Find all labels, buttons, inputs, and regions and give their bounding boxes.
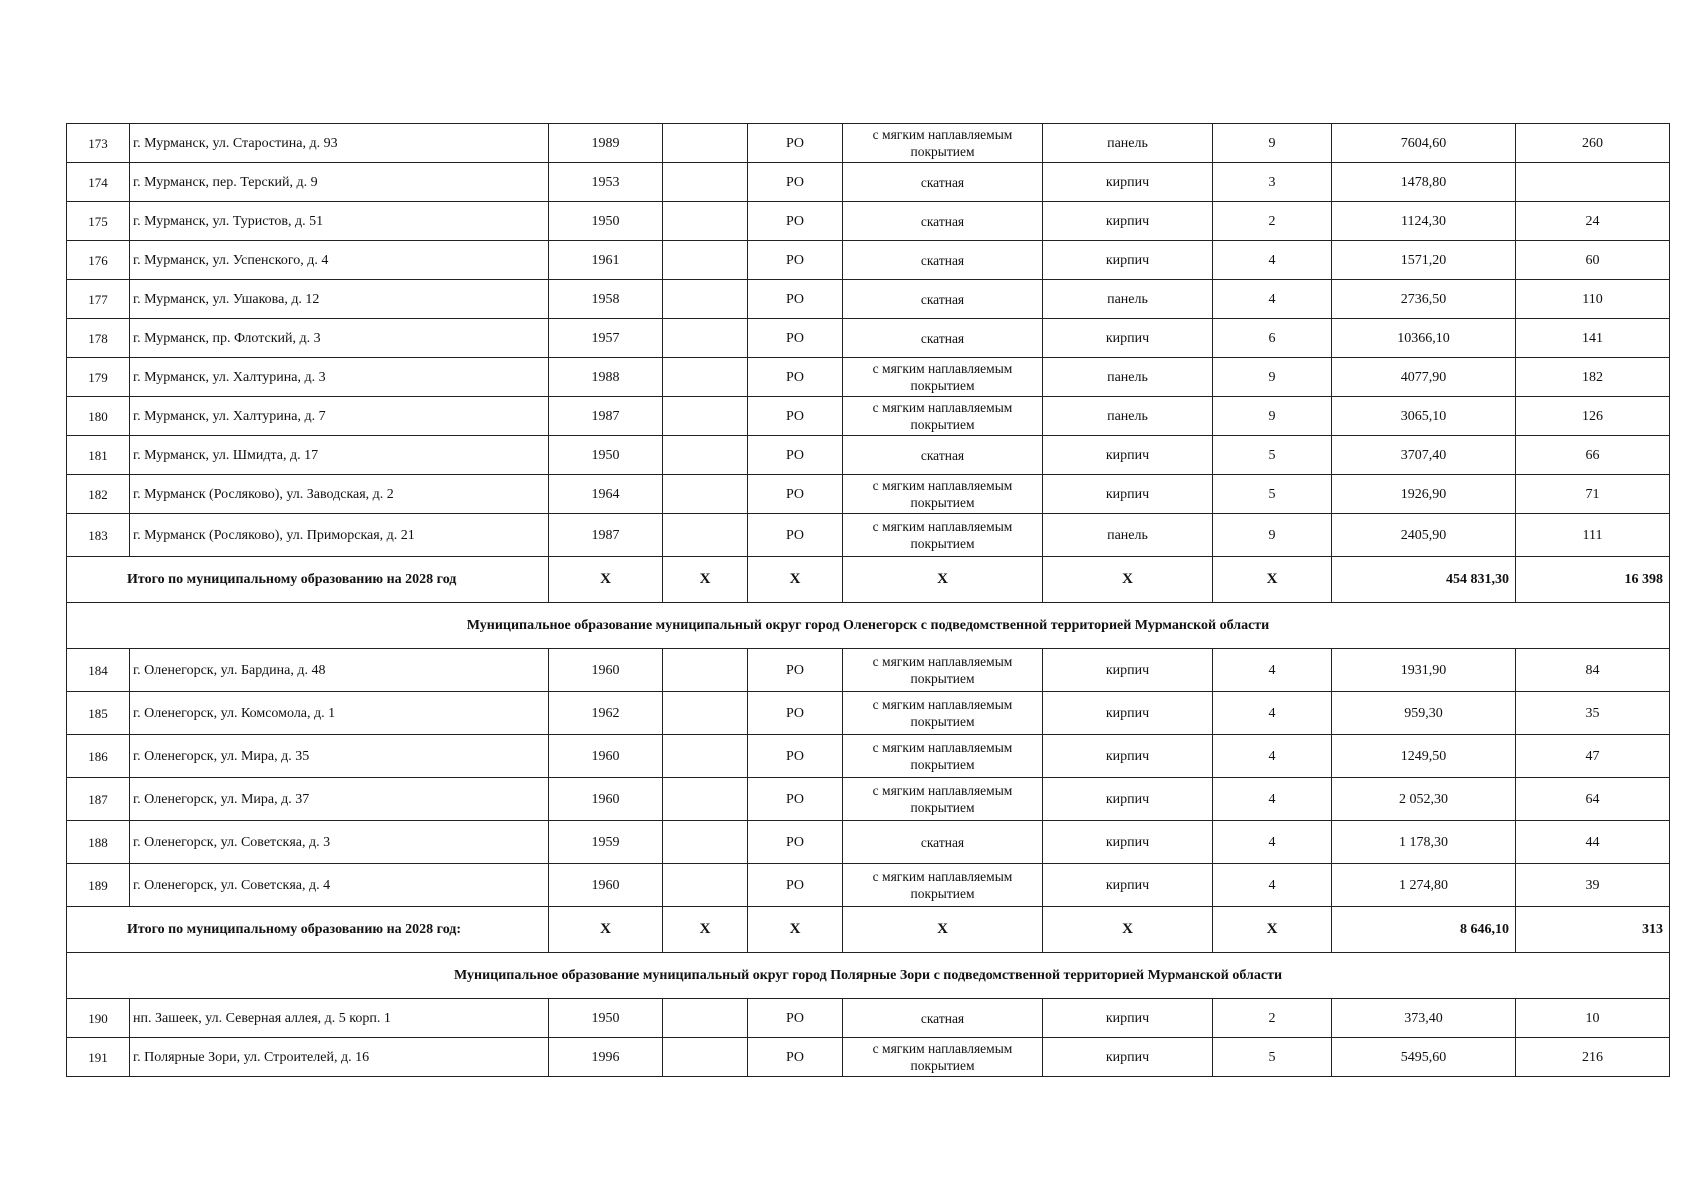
cell-address: г. Мурманск (Росляково), ул. Заводская, д. 2 <box>130 475 549 514</box>
cell-floors: 9 <box>1213 514 1332 557</box>
cell-roof: скатная <box>843 202 1043 241</box>
cell-wall: кирпич <box>1043 821 1213 864</box>
cell-n: 173 <box>67 124 130 163</box>
cell-area: 7604,60 <box>1332 124 1516 163</box>
cell-roof: с мягким наплавляемым покрытием <box>843 358 1043 397</box>
table-row <box>67 241 1670 280</box>
cell-address: нп. Зашеек, ул. Северная аллея, д. 5 корп. 1 <box>130 999 549 1038</box>
cell-year: 1950 <box>549 436 663 475</box>
total-x-mark: X <box>549 907 663 953</box>
cell-wall: панель <box>1043 397 1213 436</box>
cell-area: 373,40 <box>1332 999 1516 1038</box>
cell-address: г. Мурманск (Росляково), ул. Приморская, д. 21 <box>130 514 549 557</box>
cell-residents: 141 <box>1516 319 1670 358</box>
cell-address: г. Мурманск, ул. Ушакова, д. 12 <box>130 280 549 319</box>
cell-wall: панель <box>1043 124 1213 163</box>
cell-method: РО <box>748 163 843 202</box>
cell-area: 10366,10 <box>1332 319 1516 358</box>
cell-floors: 4 <box>1213 241 1332 280</box>
total-x-mark: X <box>843 557 1043 603</box>
cell-n: 190 <box>67 999 130 1038</box>
cell-area: 4077,90 <box>1332 358 1516 397</box>
cell-wall: кирпич <box>1043 1038 1213 1077</box>
cell-residents: 260 <box>1516 124 1670 163</box>
total-x-mark: X <box>663 907 748 953</box>
cell-residents: 66 <box>1516 436 1670 475</box>
total-x-mark: X <box>1043 557 1213 603</box>
cell-roof: с мягким наплавляемым покрытием <box>843 692 1043 735</box>
cell-floors: 2 <box>1213 202 1332 241</box>
cell-roof: скатная <box>843 436 1043 475</box>
table-row <box>67 397 1670 436</box>
cell-roof: с мягким наплавляемым покрытием <box>843 735 1043 778</box>
cell-roof: скатная <box>843 163 1043 202</box>
cell-year: 1989 <box>549 124 663 163</box>
cell-floors: 9 <box>1213 124 1332 163</box>
cell-col4 <box>663 514 748 557</box>
cell-col4 <box>663 1038 748 1077</box>
table-row <box>67 778 1670 821</box>
cell-n: 179 <box>67 358 130 397</box>
cell-residents: 84 <box>1516 649 1670 692</box>
cell-year: 1987 <box>549 397 663 436</box>
cell-roof: с мягким наплавляемым покрытием <box>843 864 1043 907</box>
cell-residents: 111 <box>1516 514 1670 557</box>
total-row <box>67 557 1670 603</box>
cell-residents: 39 <box>1516 864 1670 907</box>
cell-wall: кирпич <box>1043 319 1213 358</box>
cell-year: 1962 <box>549 692 663 735</box>
section-title: Муниципальное образование муниципальный округ город Полярные Зори с подведомственной территорией Мурманской области <box>67 953 1670 999</box>
table-row <box>67 649 1670 692</box>
table-row <box>67 735 1670 778</box>
table-row <box>67 692 1670 735</box>
cell-year: 1988 <box>549 358 663 397</box>
cell-address: г. Мурманск, ул. Старостина, д. 93 <box>130 124 549 163</box>
cell-floors: 4 <box>1213 735 1332 778</box>
cell-year: 1961 <box>549 241 663 280</box>
cell-wall: панель <box>1043 514 1213 557</box>
cell-n: 191 <box>67 1038 130 1077</box>
cell-roof: с мягким наплавляемым покрытием <box>843 124 1043 163</box>
cell-roof: скатная <box>843 319 1043 358</box>
total-residents: 313 <box>1516 907 1670 953</box>
cell-residents: 10 <box>1516 999 1670 1038</box>
cell-method: РО <box>748 778 843 821</box>
cell-n: 176 <box>67 241 130 280</box>
housing-table <box>66 123 1670 1077</box>
cell-year: 1960 <box>549 778 663 821</box>
cell-floors: 9 <box>1213 358 1332 397</box>
cell-year: 1996 <box>549 1038 663 1077</box>
cell-floors: 4 <box>1213 821 1332 864</box>
cell-year: 1953 <box>549 163 663 202</box>
cell-area: 1 178,30 <box>1332 821 1516 864</box>
cell-floors: 6 <box>1213 319 1332 358</box>
cell-roof: скатная <box>843 821 1043 864</box>
cell-area: 2736,50 <box>1332 280 1516 319</box>
cell-wall: кирпич <box>1043 999 1213 1038</box>
section-header-row <box>67 953 1670 999</box>
cell-year: 1957 <box>549 319 663 358</box>
cell-wall: кирпич <box>1043 735 1213 778</box>
total-x-mark: X <box>1213 557 1332 603</box>
cell-n: 175 <box>67 202 130 241</box>
cell-method: РО <box>748 735 843 778</box>
cell-n: 185 <box>67 692 130 735</box>
cell-col4 <box>663 358 748 397</box>
cell-col4 <box>663 319 748 358</box>
cell-address: г. Мурманск, ул. Халтурина, д. 3 <box>130 358 549 397</box>
cell-method: РО <box>748 397 843 436</box>
total-x-mark: X <box>1043 907 1213 953</box>
cell-year: 1960 <box>549 864 663 907</box>
cell-address: г. Мурманск, пер. Терский, д. 9 <box>130 163 549 202</box>
cell-wall: кирпич <box>1043 436 1213 475</box>
table-row <box>67 358 1670 397</box>
cell-floors: 3 <box>1213 163 1332 202</box>
cell-col4 <box>663 735 748 778</box>
cell-roof: с мягким наплавляемым покрытием <box>843 778 1043 821</box>
cell-floors: 5 <box>1213 1038 1332 1077</box>
cell-residents: 71 <box>1516 475 1670 514</box>
cell-floors: 2 <box>1213 999 1332 1038</box>
cell-year: 1987 <box>549 514 663 557</box>
cell-roof: скатная <box>843 280 1043 319</box>
cell-col4 <box>663 778 748 821</box>
cell-roof: с мягким наплавляемым покрытием <box>843 1038 1043 1077</box>
cell-residents: 35 <box>1516 692 1670 735</box>
cell-floors: 4 <box>1213 280 1332 319</box>
cell-method: РО <box>748 514 843 557</box>
cell-area: 1249,50 <box>1332 735 1516 778</box>
cell-area: 1571,20 <box>1332 241 1516 280</box>
cell-floors: 5 <box>1213 475 1332 514</box>
table-row <box>67 202 1670 241</box>
cell-year: 1964 <box>549 475 663 514</box>
total-row <box>67 907 1670 953</box>
cell-floors: 5 <box>1213 436 1332 475</box>
cell-col4 <box>663 649 748 692</box>
cell-residents: 110 <box>1516 280 1670 319</box>
cell-method: РО <box>748 202 843 241</box>
table-row <box>67 163 1670 202</box>
cell-wall: кирпич <box>1043 649 1213 692</box>
total-label: Итого по муниципальному образованию на 2028 год <box>67 557 549 603</box>
cell-method: РО <box>748 821 843 864</box>
cell-wall: кирпич <box>1043 864 1213 907</box>
cell-roof: скатная <box>843 999 1043 1038</box>
cell-year: 1950 <box>549 999 663 1038</box>
cell-n: 178 <box>67 319 130 358</box>
cell-area: 2 052,30 <box>1332 778 1516 821</box>
cell-n: 188 <box>67 821 130 864</box>
cell-col4 <box>663 864 748 907</box>
table-row <box>67 124 1670 163</box>
total-x-mark: X <box>1213 907 1332 953</box>
cell-method: РО <box>748 124 843 163</box>
cell-n: 181 <box>67 436 130 475</box>
cell-residents: 216 <box>1516 1038 1670 1077</box>
cell-area: 1124,30 <box>1332 202 1516 241</box>
cell-roof: с мягким наплавляемым покрытием <box>843 397 1043 436</box>
total-area: 8 646,10 <box>1332 907 1516 953</box>
cell-method: РО <box>748 241 843 280</box>
cell-residents: 47 <box>1516 735 1670 778</box>
table-row <box>67 436 1670 475</box>
total-x-mark: X <box>748 557 843 603</box>
table-row <box>67 864 1670 907</box>
cell-address: г. Мурманск, ул. Шмидта, д. 17 <box>130 436 549 475</box>
cell-method: РО <box>748 999 843 1038</box>
cell-roof: скатная <box>843 241 1043 280</box>
cell-residents: 44 <box>1516 821 1670 864</box>
cell-roof: с мягким наплавляемым покрытием <box>843 649 1043 692</box>
cell-col4 <box>663 475 748 514</box>
cell-wall: панель <box>1043 280 1213 319</box>
cell-address: г. Мурманск, пр. Флотский, д. 3 <box>130 319 549 358</box>
cell-address: г. Оленегорск, ул. Мира, д. 37 <box>130 778 549 821</box>
cell-area: 1926,90 <box>1332 475 1516 514</box>
cell-col4 <box>663 241 748 280</box>
cell-method: РО <box>748 436 843 475</box>
cell-n: 174 <box>67 163 130 202</box>
section-title: Муниципальное образование муниципальный округ город Оленегорск с подведомственной территорией Мурманской области <box>67 603 1670 649</box>
cell-area: 1931,90 <box>1332 649 1516 692</box>
cell-floors: 4 <box>1213 692 1332 735</box>
total-residents: 16 398 <box>1516 557 1670 603</box>
cell-n: 177 <box>67 280 130 319</box>
cell-wall: панель <box>1043 358 1213 397</box>
cell-year: 1960 <box>549 735 663 778</box>
cell-n: 180 <box>67 397 130 436</box>
table-row <box>67 514 1670 557</box>
cell-col4 <box>663 821 748 864</box>
cell-area: 5495,60 <box>1332 1038 1516 1077</box>
cell-wall: кирпич <box>1043 163 1213 202</box>
cell-col4 <box>663 692 748 735</box>
total-x-mark: X <box>663 557 748 603</box>
cell-n: 187 <box>67 778 130 821</box>
cell-address: г. Мурманск, ул. Халтурина, д. 7 <box>130 397 549 436</box>
cell-area: 1478,80 <box>1332 163 1516 202</box>
cell-col4 <box>663 280 748 319</box>
cell-address: г. Оленегорск, ул. Мира, д. 35 <box>130 735 549 778</box>
cell-area: 2405,90 <box>1332 514 1516 557</box>
cell-address: г. Оленегорск, ул. Бардина, д. 48 <box>130 649 549 692</box>
cell-method: РО <box>748 475 843 514</box>
cell-address: г. Оленегорск, ул. Комсомола, д. 1 <box>130 692 549 735</box>
cell-n: 183 <box>67 514 130 557</box>
total-x-mark: X <box>549 557 663 603</box>
cell-residents: 60 <box>1516 241 1670 280</box>
cell-col4 <box>663 202 748 241</box>
cell-year: 1960 <box>549 649 663 692</box>
cell-roof: с мягким наплавляемым покрытием <box>843 514 1043 557</box>
cell-roof: с мягким наплавляемым покрытием <box>843 475 1043 514</box>
cell-method: РО <box>748 692 843 735</box>
cell-n: 186 <box>67 735 130 778</box>
cell-area: 1 274,80 <box>1332 864 1516 907</box>
cell-area: 3707,40 <box>1332 436 1516 475</box>
cell-address: г. Мурманск, ул. Туристов, д. 51 <box>130 202 549 241</box>
cell-col4 <box>663 397 748 436</box>
cell-floors: 4 <box>1213 649 1332 692</box>
cell-residents: 24 <box>1516 202 1670 241</box>
cell-residents: 182 <box>1516 358 1670 397</box>
cell-wall: кирпич <box>1043 692 1213 735</box>
cell-method: РО <box>748 649 843 692</box>
cell-n: 182 <box>67 475 130 514</box>
cell-wall: кирпич <box>1043 241 1213 280</box>
cell-address: г. Оленегорск, ул. Советскяа, д. 4 <box>130 864 549 907</box>
cell-col4 <box>663 436 748 475</box>
cell-address: г. Полярные Зори, ул. Строителей, д. 16 <box>130 1038 549 1077</box>
cell-method: РО <box>748 358 843 397</box>
cell-method: РО <box>748 864 843 907</box>
cell-year: 1959 <box>549 821 663 864</box>
table-row <box>67 280 1670 319</box>
cell-floors: 9 <box>1213 397 1332 436</box>
cell-n: 184 <box>67 649 130 692</box>
total-label: Итого по муниципальному образованию на 2028 год: <box>67 907 549 953</box>
cell-method: РО <box>748 319 843 358</box>
cell-year: 1958 <box>549 280 663 319</box>
table-row <box>67 821 1670 864</box>
total-area: 454 831,30 <box>1332 557 1516 603</box>
cell-wall: кирпич <box>1043 778 1213 821</box>
cell-year: 1950 <box>549 202 663 241</box>
table-row <box>67 475 1670 514</box>
cell-wall: кирпич <box>1043 475 1213 514</box>
cell-area: 959,30 <box>1332 692 1516 735</box>
cell-address: г. Оленегорск, ул. Советскяа, д. 3 <box>130 821 549 864</box>
table-row <box>67 1038 1670 1077</box>
total-x-mark: X <box>843 907 1043 953</box>
cell-n: 189 <box>67 864 130 907</box>
cell-residents: 126 <box>1516 397 1670 436</box>
cell-address: г. Мурманск, ул. Успенского, д. 4 <box>130 241 549 280</box>
section-header-row <box>67 603 1670 649</box>
cell-col4 <box>663 999 748 1038</box>
cell-method: РО <box>748 280 843 319</box>
cell-residents <box>1516 163 1670 202</box>
table-row <box>67 999 1670 1038</box>
cell-col4 <box>663 163 748 202</box>
cell-area: 3065,10 <box>1332 397 1516 436</box>
cell-floors: 4 <box>1213 778 1332 821</box>
table-row <box>67 319 1670 358</box>
cell-residents: 64 <box>1516 778 1670 821</box>
cell-method: РО <box>748 1038 843 1077</box>
total-x-mark: X <box>748 907 843 953</box>
cell-floors: 4 <box>1213 864 1332 907</box>
cell-wall: кирпич <box>1043 202 1213 241</box>
cell-col4 <box>663 124 748 163</box>
